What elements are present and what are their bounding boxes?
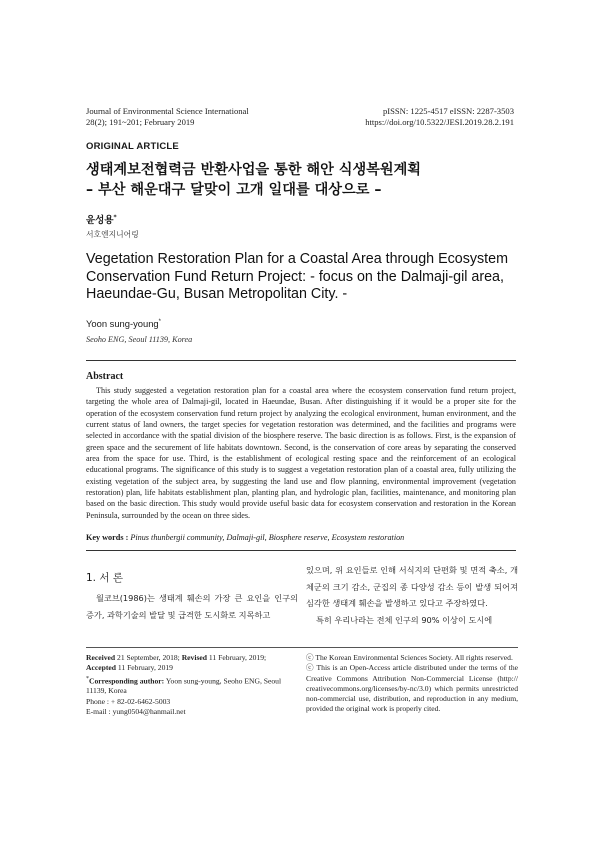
footnote-rule — [86, 647, 518, 648]
english-author — [86, 318, 161, 329]
corresponding-author: Yoon sung-young, Seoho ENG, Seoul 11139, Korea — [86, 676, 282, 696]
intro-paragraph-right-2: 특히 우리나라는 전체 인구의 90% 이상이 도시에 — [316, 614, 493, 625]
corresponding-label: Corresponding author: — [89, 676, 165, 686]
journal-name: Journal of Environmental Science International — [86, 106, 249, 116]
received-label: Received — [86, 653, 116, 662]
revised-label: Revised — [181, 653, 207, 662]
author-mark: * — [113, 213, 117, 221]
received-date: 21 September, 2018; — [117, 653, 180, 662]
email-line[interactable]: E-mail : yung0504@hanmail.net — [86, 707, 186, 717]
korean-affiliation: 서호엔지니어링 — [86, 230, 139, 239]
english-affiliation: Seoho ENG, Seoul 11139, Korea — [86, 335, 193, 344]
copyright-line: ⓒ The Korean Environmental Sciences Society. All rights reserved. — [306, 653, 513, 662]
intro-paragraph-left: 월코브(1986)는 생태계 훼손의 가장 큰 요인을 인구의 증가, 과학기술의 발달 및 급격한 도시화로 지목하고 — [86, 593, 298, 620]
keywords — [86, 533, 516, 542]
intro-paragraph-right-1: 있으며, 위 요인들로 인해 서식지의 단편화 및 면적 축소, 개체군의 크기 감소, 군집의 종 다양성 감소 등이 발생 되어져 심각한 생태계 훼손을 발생하고 있다고 주장하였다. — [306, 565, 518, 608]
korean-title — [86, 160, 421, 200]
left-column — [86, 590, 298, 623]
article-type: ORIGINAL ARTICLE — [86, 141, 179, 152]
abstract-heading: Abstract — [86, 371, 124, 382]
corr-mark: * — [86, 675, 89, 682]
korean-title-line2: – 부산 해운대구 달맞이 고개 일대를 대상으로 – — [86, 182, 382, 198]
right-column — [306, 562, 518, 628]
issn: pISSN: 1225-4517 eISSN: 2287-3503 — [382, 106, 514, 116]
received-line — [86, 653, 298, 663]
article-history — [86, 653, 298, 717]
corresponding-line — [86, 674, 298, 697]
doi-link[interactable]: https://doi.org/10.5322/JESI.2019.28.2.191 — [365, 117, 514, 127]
journal-header — [86, 106, 249, 128]
english-author-name: Yoon sung-young — [86, 318, 159, 329]
korean-author-name: 윤성용 — [86, 215, 114, 226]
abstract-body: This study suggested a vegetation restoration plan for a coastal area where the ecosystem conservation fund return project, targeting the whole area of Dalmaji-gil, located in Haeundae, Busan. After distinguishing if it would be a proper site for the operation of the ecosystem conservation fund return project by analyzing the ecological environment, human environment, and the current status of land owners, the target species for vegetation restoration was determined, and the facilities and programs were selected in accordance with the spatial division of the biosphere reserve. The basic direction is as follows. First, is the expansion of green space and the securement of life habitats downtown. Second, is the conservation of core areas by separating the conserved area from the space for use. Third, is the establishment of ecological resting space and the reinforcement of an ecological educational programs. The significance of this study is to suggest a vegetation restoration plan of a coastal area, fully utilizing the existing vegetation of the subject area, by suggesting the land use and flow planning, environmental improvement (vegetation restoration) plan, life habitats establishment plan, planting plan, and hydrologic plan, facilities, maintenance, and monitoring plan based on the basic direction. This study would provide useful basic data for ecosystem conservation and restoration in the Korean Peninsula, surrounded by the ocean on three sides. — [86, 386, 516, 520]
keywords-bottom-rule — [86, 550, 516, 551]
phone-line: Phone : + 82-02-6462-5003 — [86, 696, 171, 706]
accepted-line — [86, 663, 298, 673]
revised-date: 11 February, 2019; — [208, 653, 267, 662]
license-text: ⓒ This is an Open-Access article distributed under the terms of the Creative Commons Attribution Non-Commercial License (http:// creativecommons.org/licenses/by-nc/3.0) which permits unrestricted non-commercial use, distribution, and reproduction in any medium, provided the original work is properly cited. — [306, 663, 518, 714]
korean-title-line1: 생태계보전협력금 반환사업을 통한 해안 식생복원계획 — [86, 162, 421, 178]
issn-header — [365, 106, 514, 128]
accepted-label: Accepted — [86, 663, 116, 673]
section-heading: 1. 서 론 — [86, 572, 123, 584]
korean-author — [86, 212, 117, 226]
english-title: Vegetation Restoration Plan for a Coastal Area through Ecosystem Conservation Fund Return Project: - focus on the Dalmaji-gil area, Haeundae-Gu, Busan Metropolitan City. - — [86, 251, 509, 302]
keywords-values: Pinus thunbergii community, Dalmaji-gil, Biosphere reserve, Ecosystem restoration — [130, 533, 405, 542]
abstract-top-rule — [86, 360, 516, 361]
accepted-date: 11 February, 2019 — [117, 663, 173, 673]
keywords-label: Key words : — [86, 533, 129, 542]
journal-volume: 28(2); 191~201; February 2019 — [86, 117, 195, 127]
english-author-mark: * — [158, 318, 161, 325]
license-block — [306, 653, 518, 715]
